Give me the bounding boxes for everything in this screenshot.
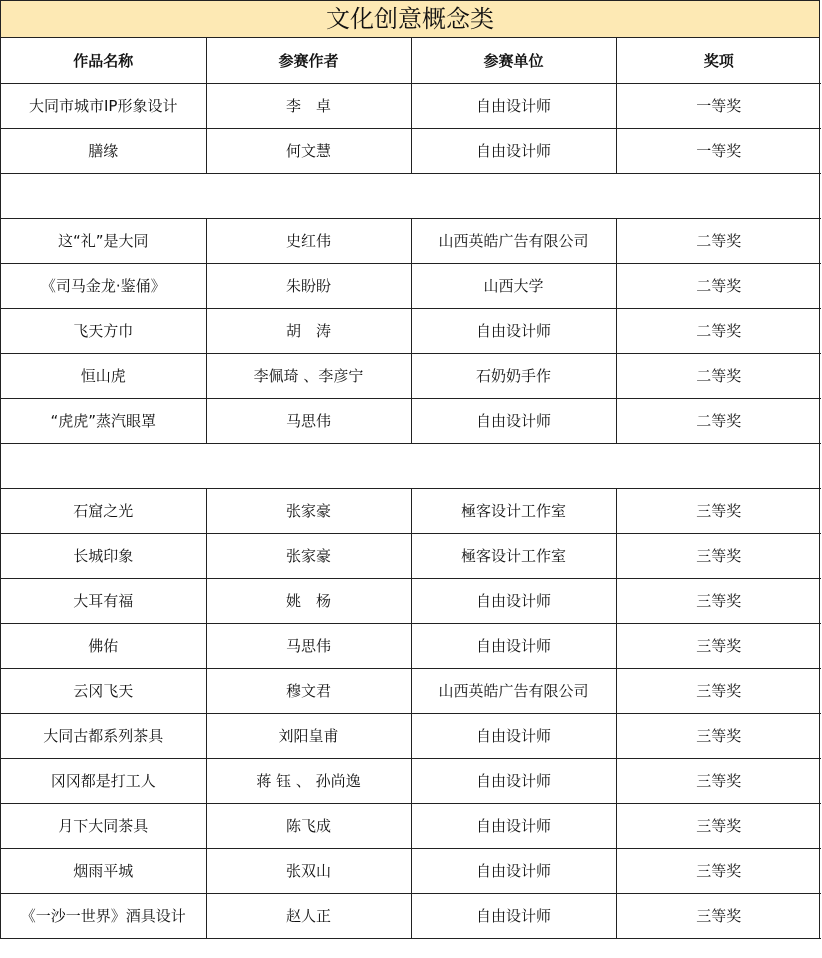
cell-work: 长城印象 (1, 533, 206, 578)
cell-unit: 自由设计师 (411, 893, 616, 938)
cell-author: 李 卓 (206, 83, 411, 128)
cell-unit: 自由设计师 (411, 308, 616, 353)
blank-separator-row (1, 443, 821, 488)
cell-author: 张家豪 (206, 533, 411, 578)
cell-author: 马思伟 (206, 398, 411, 443)
table-row (1, 848, 821, 893)
cell-award: 三等奖 (616, 713, 821, 758)
cell-author: 张家豪 (206, 488, 411, 533)
table-row (1, 758, 821, 803)
cell-work: 冈冈都是打工人 (1, 758, 206, 803)
table-row (1, 803, 821, 848)
cell-award: 三等奖 (616, 623, 821, 668)
cell-author: 何文慧 (206, 128, 411, 173)
cell-award: 三等奖 (616, 893, 821, 938)
cell-award: 三等奖 (616, 848, 821, 893)
cell-work: 《司马金龙·鉴俑》 (1, 263, 206, 308)
cell-award: 一等奖 (616, 83, 821, 128)
blank-separator-row (1, 173, 821, 218)
table-row (1, 308, 821, 353)
cell-award: 二等奖 (616, 263, 821, 308)
header-row (1, 38, 821, 83)
cell-unit: 極客设计工作室 (411, 488, 616, 533)
cell-award: 三等奖 (616, 803, 821, 848)
cell-author: 朱盼盼 (206, 263, 411, 308)
cell-author: 陈飞成 (206, 803, 411, 848)
cell-author: 刘阳皇甫 (206, 713, 411, 758)
table-row (1, 128, 821, 173)
cell-award: 二等奖 (616, 398, 821, 443)
cell-author: 姚 杨 (206, 578, 411, 623)
cell-author: 胡 涛 (206, 308, 411, 353)
table-row (1, 263, 821, 308)
cell-work: 膳缘 (1, 128, 206, 173)
cell-unit: 自由设计师 (411, 128, 616, 173)
cell-award: 三等奖 (616, 578, 821, 623)
cell-author: 赵人正 (206, 893, 411, 938)
cell-unit: 石奶奶手作 (411, 353, 616, 398)
table-row (1, 578, 821, 623)
cell-award: 三等奖 (616, 758, 821, 803)
cell-work: 月下大同茶具 (1, 803, 206, 848)
cell-unit: 山西英皓广告有限公司 (411, 668, 616, 713)
table-row (1, 623, 821, 668)
table-row (1, 218, 821, 263)
cell-work: 石窟之光 (1, 488, 206, 533)
table-row (1, 668, 821, 713)
cell-work: 大同市城市IP形象设计 (1, 83, 206, 128)
cell-unit: 山西英皓广告有限公司 (411, 218, 616, 263)
cell-award: 二等奖 (616, 308, 821, 353)
cell-author: 蒋 钰 、 孙尚逸 (206, 758, 411, 803)
cell-work: 佛佑 (1, 623, 206, 668)
table-row (1, 893, 821, 938)
cell-work: 这“礼”是大同 (1, 218, 206, 263)
table-row (1, 488, 821, 533)
cell-unit: 自由设计师 (411, 713, 616, 758)
cell-unit: 自由设计师 (411, 623, 616, 668)
cell-award: 二等奖 (616, 353, 821, 398)
cell-work: “虎虎”蒸汽眼罩 (1, 398, 206, 443)
cell-unit: 自由设计师 (411, 848, 616, 893)
blank-cell (1, 173, 821, 218)
cell-award: 一等奖 (616, 128, 821, 173)
blank-cell (1, 443, 821, 488)
cell-author: 穆文君 (206, 668, 411, 713)
cell-unit: 自由设计师 (411, 398, 616, 443)
cell-work: 恒山虎 (1, 353, 206, 398)
cell-work: 大耳有福 (1, 578, 206, 623)
table-row (1, 83, 821, 128)
cell-unit: 極客设计工作室 (411, 533, 616, 578)
cell-author: 史红伟 (206, 218, 411, 263)
cell-author: 张双山 (206, 848, 411, 893)
award-table (1, 38, 821, 939)
cell-work: 大同古都系列茶具 (1, 713, 206, 758)
cell-author: 马思伟 (206, 623, 411, 668)
cell-award: 三等奖 (616, 488, 821, 533)
header-work: 作品名称 (1, 38, 206, 83)
table-row (1, 713, 821, 758)
header-award: 奖项 (616, 38, 821, 83)
cell-unit: 自由设计师 (411, 83, 616, 128)
cell-work: 烟雨平城 (1, 848, 206, 893)
cell-unit: 自由设计师 (411, 578, 616, 623)
header-author: 参赛作者 (206, 38, 411, 83)
cell-award: 三等奖 (616, 668, 821, 713)
cell-award: 三等奖 (616, 533, 821, 578)
cell-work: 飞天方巾 (1, 308, 206, 353)
cell-unit: 自由设计师 (411, 803, 616, 848)
table-row (1, 398, 821, 443)
cell-unit: 山西大学 (411, 263, 616, 308)
cell-work: 云冈飞天 (1, 668, 206, 713)
cell-award: 二等奖 (616, 218, 821, 263)
cell-author: 李佩琦 、李彦宁 (206, 353, 411, 398)
sheet-title: 文化创意概念类 (1, 0, 819, 38)
cell-unit: 自由设计师 (411, 758, 616, 803)
header-unit: 参赛单位 (411, 38, 616, 83)
cell-work: 《一沙一世界》酒具设计 (1, 893, 206, 938)
table-row (1, 353, 821, 398)
table-row (1, 533, 821, 578)
